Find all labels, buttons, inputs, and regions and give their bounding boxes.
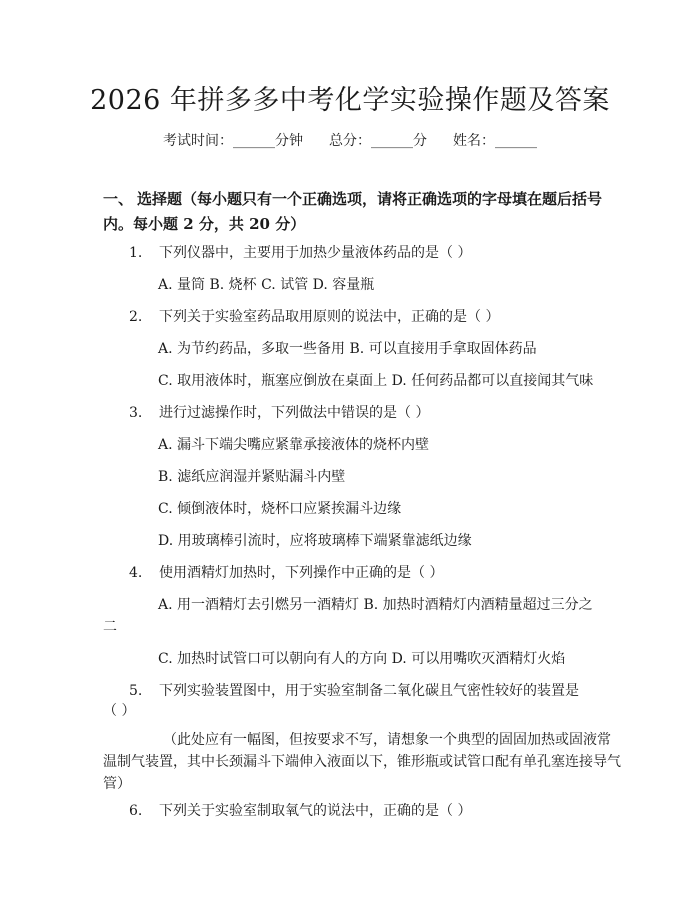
question-number: 5. [129,683,143,699]
exam-time-field: 考试时间：______分钟 [163,133,303,149]
question-stem: 下列关于实验室制取氧气的说法中，正确的是（ ） [159,803,472,819]
section-heading [103,187,623,237]
question-6 [129,801,471,821]
question-stem: 进行过滤操作时，下列做法中错误的是（ ） [159,405,430,421]
question-2-options-ab: A. 为节约药品，多取一些备用 B. 可以直接用手拿取固体药品 [158,341,537,357]
question-2 [129,307,499,327]
question-3-option-a: A. 漏斗下端尖嘴应紧靠承接液体的烧杯内壁 [158,437,430,453]
question-5 [129,681,579,701]
question-stem: 下列关于实验室药品取用原则的说法中，正确的是（ ） [159,309,500,325]
question-stem: 下列实验装置图中，用于实验室制备二氧化碳且气密性较好的装置是 [159,683,579,699]
page-title: 2026 年拼多多中考化学实验操作题及答案 [90,85,610,116]
total-score-field: 总分：______分 [329,133,427,149]
question-1 [129,243,471,263]
question-4-wrap-text: 二 [103,619,117,635]
question-5-answer-blank: （ ） [103,703,136,719]
question-3-option-c: C. 倾倒液体时，烧杯口应紧挨漏斗边缘 [158,501,402,517]
exam-meta [0,131,700,151]
question-3-option-b: B. 滤纸应润湿并紧贴漏斗内壁 [158,469,346,485]
student-name-field: 姓名：______ [453,133,537,149]
question-4-options-cd: C. 加热时试管口可以朝向有人的方向 D. 可以用嘴吹灭酒精灯火焰 [158,651,566,667]
question-number: 6. [129,803,143,819]
question-number: 4. [129,565,143,581]
question-stem: 使用酒精灯加热时，下列操作中正确的是（ ） [159,565,444,581]
question-number: 1. [129,245,143,261]
question-4 [129,563,443,583]
question-number: 3. [129,405,143,421]
question-stem: 下列仪器中，主要用于加热少量液体药品的是（ ） [159,245,472,261]
question-3-option-d: D. 用玻璃棒引流时，应将玻璃棒下端紧靠滤纸边缘 [158,533,472,549]
section-number: 一、 [103,190,134,208]
question-5-figure-note: （此处应有一幅图，但按要求不写，请想象一个典型的固固加热或固液常温制气装置，其中长颈漏斗下端伸入液面以下，锥形瓶或试管口配有单孔塞连接导气管） [103,732,621,792]
section-instructions: 选择题（每小题只有一个正确选项，请将正确选项的字母填在题后括号内。每小题 2 分，共 20 分） [103,190,603,233]
question-1-options: A. 量筒 B. 烧杯 C. 试管 D. 容量瓶 [158,277,375,293]
question-number: 2. [129,309,143,325]
question-4-options-ab: A. 用一酒精灯去引燃另一酒精灯 B. 加热时酒精灯内酒精量超过三分之 [158,597,593,613]
question-2-options-cd: C. 取用液体时，瓶塞应倒放在桌面上 D. 任何药品都可以直接闻其气味 [158,373,594,389]
question-3 [129,403,429,423]
